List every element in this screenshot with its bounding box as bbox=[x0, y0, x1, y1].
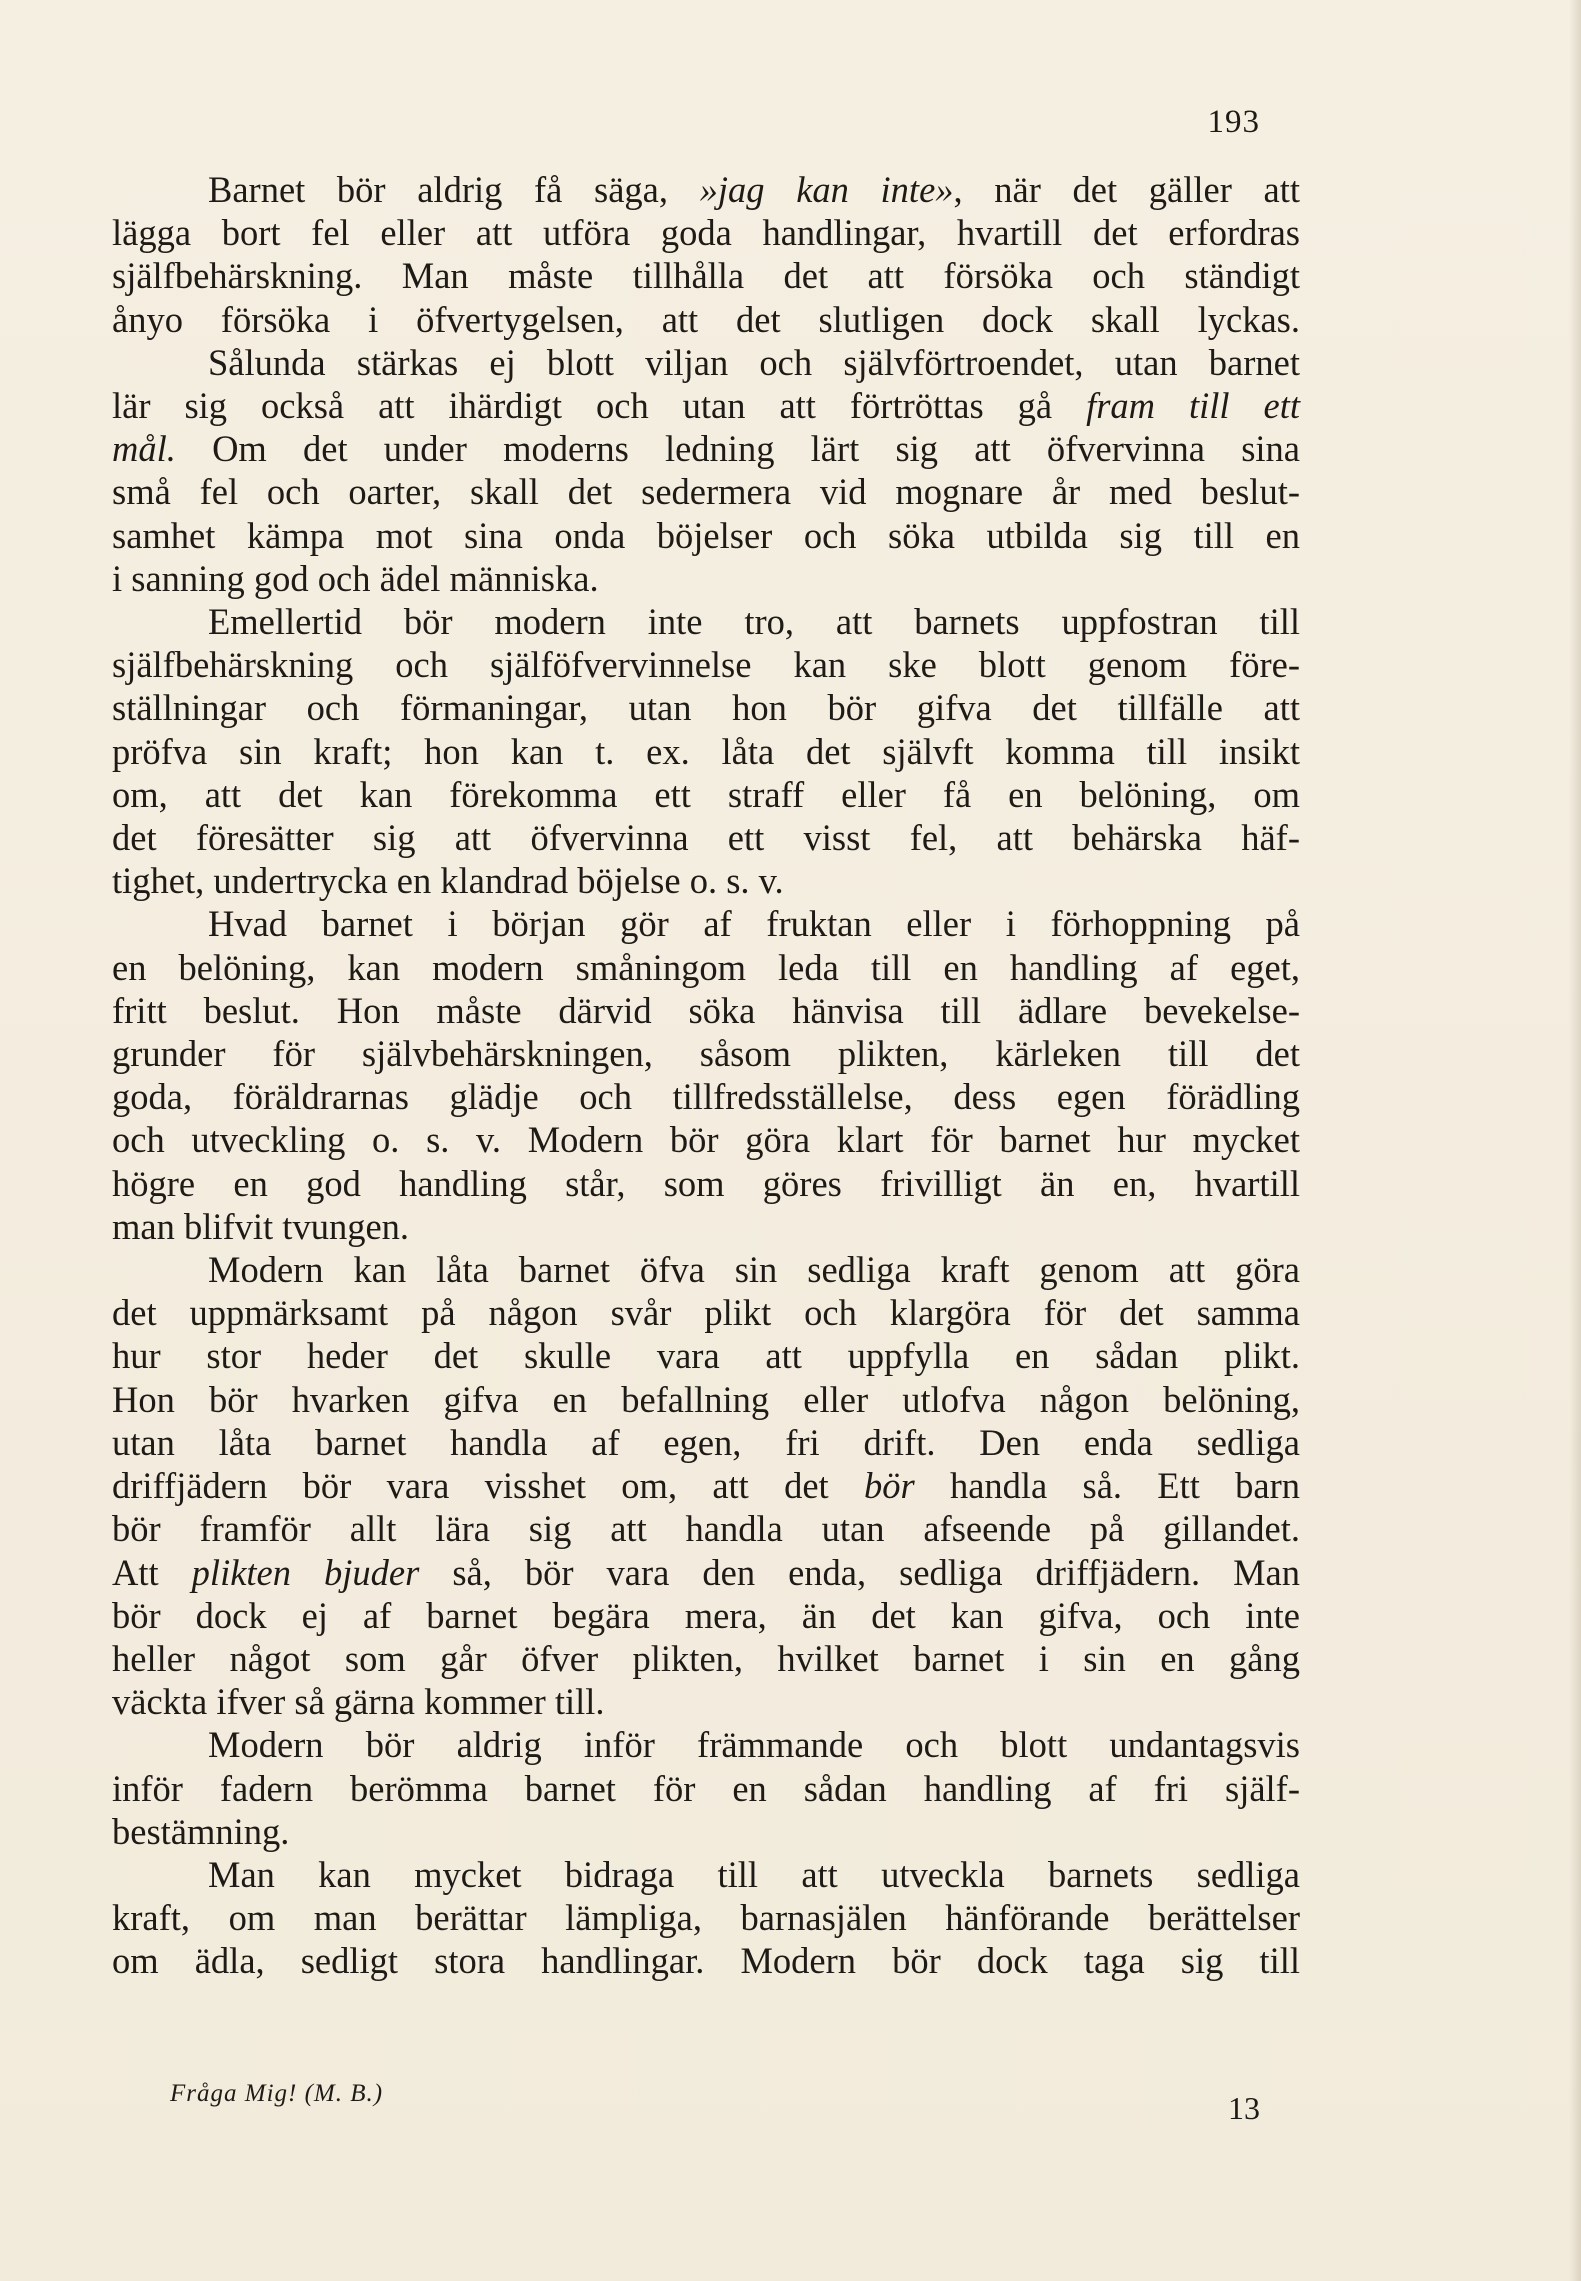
text-line: driffjädern bör vara visshet om, att det bör handla så. Ett barn bbox=[112, 1465, 1300, 1507]
text-line: det föresätter sig att öfvervinna ett visst fel, att behärska häf- bbox=[112, 817, 1300, 859]
text-line: bör dock ej af barnet begära mera, än det kan gifva, och inte bbox=[112, 1594, 1300, 1636]
text-line: samhet kämpa mot sina onda böjelser och söka utbilda sig till en bbox=[112, 514, 1300, 556]
page-edge-shadow bbox=[1569, 0, 1581, 2281]
text-line: goda, föräldrarnas glädje och tillfredsställelse, dess egen förädling bbox=[112, 1076, 1300, 1118]
paragraph-4 bbox=[112, 902, 1300, 1248]
signature-mark: 13 bbox=[1228, 2090, 1260, 2126]
paragraph-2 bbox=[112, 341, 1300, 600]
footer-source: Fråga Mig! (M. B.) bbox=[170, 2080, 384, 2107]
text-line: Barnet bör aldrig få säga, »jag kan inte», när det gäller att bbox=[208, 169, 1301, 210]
paragraph-7 bbox=[112, 1853, 1300, 1983]
text-line: Man kan mycket bidraga till att utveckla barnets sedliga bbox=[208, 1853, 1300, 1895]
text-line: ställningar och förmaningar, utan hon bör gifva det tillfälle att bbox=[112, 687, 1300, 729]
text-line: själfbehärskning och själföfvervinnelse kan ske blott genom före- bbox=[112, 644, 1300, 686]
text-line: hur stor heder det skulle vara att uppfylla en sådan plikt. bbox=[112, 1335, 1300, 1377]
text-line: ånyo försöka i öfvertygelsen, att det slutligen dock skall lyckas. bbox=[112, 298, 1300, 340]
text-line: det uppmärksamt på någon svår plikt och klargöra för det samma bbox=[112, 1292, 1300, 1334]
paragraph-3 bbox=[112, 600, 1300, 902]
text-line: om ädla, sedligt stora handlingar. Modern bör dock taga sig till bbox=[112, 1940, 1300, 1982]
text-line: om, att det kan förekomma ett straff eller få en belöning, om bbox=[112, 773, 1300, 815]
text-line: i sanning god och ädel människa. bbox=[112, 557, 599, 599]
text-line: fritt beslut. Hon måste därvid söka hänvisa till ädlare bevekelse- bbox=[112, 989, 1300, 1031]
text-line: Modern kan låta barnet öfva sin sedliga kraft genom att göra bbox=[208, 1249, 1300, 1291]
text-line: pröfva sin kraft; hon kan t. ex. låta det självft komma till insikt bbox=[112, 730, 1300, 772]
text-line: Att plikten bjuder så, bör vara den enda, sedliga driffjädern. Man bbox=[112, 1551, 1300, 1593]
text-line: man blifvit tvungen. bbox=[112, 1205, 410, 1247]
text-line: grunder för självbehärskningen, såsom plikten, kärleken till det bbox=[112, 1033, 1300, 1075]
text-line: inför fadern berömma barnet för en sådan handling af fri själf- bbox=[112, 1767, 1300, 1809]
text-line: Emellertid bör modern inte tro, att barnets uppfostran till bbox=[208, 601, 1300, 643]
page-number: 193 bbox=[1207, 104, 1260, 140]
text-line: och utveckling o. s. v. Modern bör göra klart för barnet hur mycket bbox=[112, 1119, 1300, 1161]
text-line: kraft, om man berättar lämpliga, barnasjälen hänförande berättelser bbox=[112, 1897, 1300, 1939]
text-line: lär sig också att ihärdigt och utan att förtröttas gå fram till ett bbox=[112, 385, 1300, 427]
text-line: små fel och oarter, skall det sedermera vid mognare år med beslut- bbox=[112, 471, 1300, 513]
text-line: tighet, undertrycka en klandrad böjelse o. s. v. bbox=[112, 860, 784, 902]
text-line: bestämning. bbox=[112, 1810, 290, 1852]
text-line: mål. Om det under moderns ledning lärt sig att öfvervinna sina bbox=[112, 428, 1300, 470]
text-line: heller något som går öfver plikten, hvilket barnet i sin en gång bbox=[112, 1637, 1300, 1679]
text-line: Modern bör aldrig inför främmande och blott undantagsvis bbox=[208, 1724, 1300, 1766]
text-line: Hvad barnet i början gör af fruktan eller i förhoppning på bbox=[208, 903, 1300, 945]
text-line: själfbehärskning. Man måste tillhålla det att försöka och ständigt bbox=[112, 255, 1300, 297]
text-line: Sålunda stärkas ej blott viljan och självförtroendet, utan barnet bbox=[208, 341, 1300, 383]
paragraph-5 bbox=[112, 1248, 1300, 1723]
paragraph-6 bbox=[112, 1723, 1300, 1853]
text-line: lägga bort fel eller att utföra goda handlingar, hvartill det erfordras bbox=[112, 212, 1300, 254]
text-line: utan låta barnet handla af egen, fri drift. Den enda sedliga bbox=[112, 1421, 1300, 1463]
text-line: högre en god handling står, som göres frivilligt än en, hvartill bbox=[112, 1162, 1300, 1204]
paragraph-1 bbox=[112, 168, 1300, 341]
text-line: bör framför allt lära sig att handla utan afseende på gillandet. bbox=[112, 1508, 1300, 1550]
text-line: väckta ifver så gärna kommer till. bbox=[112, 1681, 605, 1723]
text-line: en belöning, kan modern småningom leda till en handling af eget, bbox=[112, 946, 1300, 988]
text-line: Hon bör hvarken gifva en befallning eller utlofva någon belöning, bbox=[112, 1378, 1300, 1420]
body-text bbox=[112, 168, 1300, 1983]
